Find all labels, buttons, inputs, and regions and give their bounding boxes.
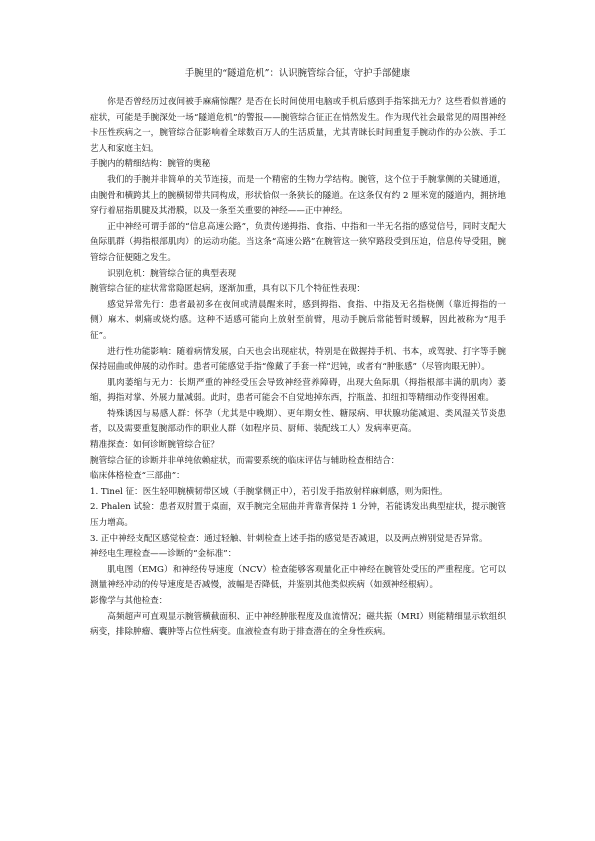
paragraph: 肌肉萎缩与无力：长期严重的神经受压会导致神经营养障碍，出现大鱼际肌（拇指根部丰满的肌肉）萎缩，拇指对掌、外展力量减弱。此时，患者可能会不自觉地掉东西，拧瓶盖、扣纽扣等精细动作变得困难。	[90, 377, 506, 404]
document-body	[90, 95, 506, 641]
subheading: 影像学与其他检查：	[90, 596, 168, 606]
subheading: 临床体格检查“三部曲”：	[90, 471, 185, 482]
paragraph: 你是否曾经历过夜间被手麻痛惊醒？是否在长时间使用电脑或手机后感到手指笨拙无力？这些看似普通的症状，可能是手腕深处一场“隧道危机”的警报——腕管综合征正在悄然发生。作为现代社会最常见的周围神经卡压性疾病之一，腕管综合征影响着全球数百万人的生活质量，尤其青睐长时间重复手腕动作的办公族、手工艺人和家庭主妇。	[90, 97, 506, 154]
paragraph: 进行性功能影响：随着病情发展，白天也会出现症状，特别是在做握持手机、书本，或驾驶、打字等手腕保持屈曲或伸展的动作时。患者可能感觉手指“像戴了手套一样”迟钝，或者有“肿胀感”（尽管肉眼无肿）。	[90, 346, 506, 373]
subheading: 神经电生理检查——诊断的“金标准”：	[90, 549, 237, 560]
list-item: 3. 正中神经支配区感觉检查：通过轻触、针刺检查上述手指的感觉是否减退，以及两点辨别觉是否异常。	[90, 533, 488, 544]
paragraph: 腕管综合征的诊断并非单纯依赖症状，而需要系统的临床评估与辅助检查相结合：	[90, 455, 400, 466]
paragraph: 肌电图（EMG）和神经传导速度（NCV）检查能够客观量化正中神经在腕管处受压的严重程度。它可以测量神经冲动的传导速度是否减慢，波幅是否降低，并鉴别其他类似疾病（如颈神经根病）。	[90, 564, 506, 591]
paragraph: 感觉异常先行：患者最初多在夜间或清晨醒来时，感到拇指、食指、中指及无名指桡侧（靠近拇指的一侧）麻木、刺痛或烧灼感。这种不适感可能向上放射至前臂，甩动手腕后常能暂时缓解，因此被称为“甩手征”。	[90, 299, 506, 341]
section-heading: 精准探查：如何诊断腕管综合征？	[90, 440, 219, 451]
list-item: 2. Phalen 试验：患者双肘置于桌面，双手腕完全屈曲并背靠背保持 1 分钟，若能诱发出典型症状，提示腕管压力增高。	[90, 502, 506, 529]
paragraph: 特殊诱因与易感人群：怀孕（尤其是中晚期）、更年期女性、糖尿病、甲状腺功能减退、类风湿关节炎患者，以及需要重复腕部动作的职业人群（如程序员、厨师、装配线工人）发病率更高。	[90, 408, 506, 435]
paragraph: 腕管综合征的症状常常隐匿起病，逐渐加重，具有以下几个特征性表现：	[90, 284, 366, 295]
paragraph: 高频超声可直观显示腕管横截面积、正中神经肿胀程度及血流情况；磁共振（MRI）则能精细显示软组织病变，排除肿瘤、囊肿等占位性病变。血液检查有助于排查潜在的全身性疾病。	[90, 611, 506, 638]
section-heading: 手腕内的精细结构：腕管的奥秘	[90, 159, 211, 170]
paragraph: 我们的手腕并非简单的关节连接，而是一个精密的生物力学结构。腕管，这个位于手腕掌侧的关键通道，由腕骨和横跨其上的腕横韧带共同构成，形状恰似一条狭长的隧道。在这条仅有约 2 厘米宽的隧道内，拥挤地穿行着屈指肌腱及其滑膜，以及一条至关重要的神经——正中神经。	[90, 174, 506, 217]
paragraph: 正中神经可谓手部的“信息高速公路”，负责传递拇指、食指、中指和一半无名指的感觉信号，同时支配大鱼际肌群（拇指根部肌肉）的运动功能。当这条“高速公路”在腕管这一狭窄路段受到压迫，信息传导受阻，腕管综合征便随之发生。	[90, 221, 506, 263]
section-heading: 识别危机：腕管综合征的典型表现	[107, 268, 237, 279]
document-title: 手腕里的“隧道危机”：认识腕管综合征，守护手部健康	[184, 68, 411, 79]
list-item: 1. Tinel 征：医生轻叩腕横韧带区域（手腕掌侧正中），若引发手指放射样麻刺感，则为阳性。	[90, 486, 448, 497]
